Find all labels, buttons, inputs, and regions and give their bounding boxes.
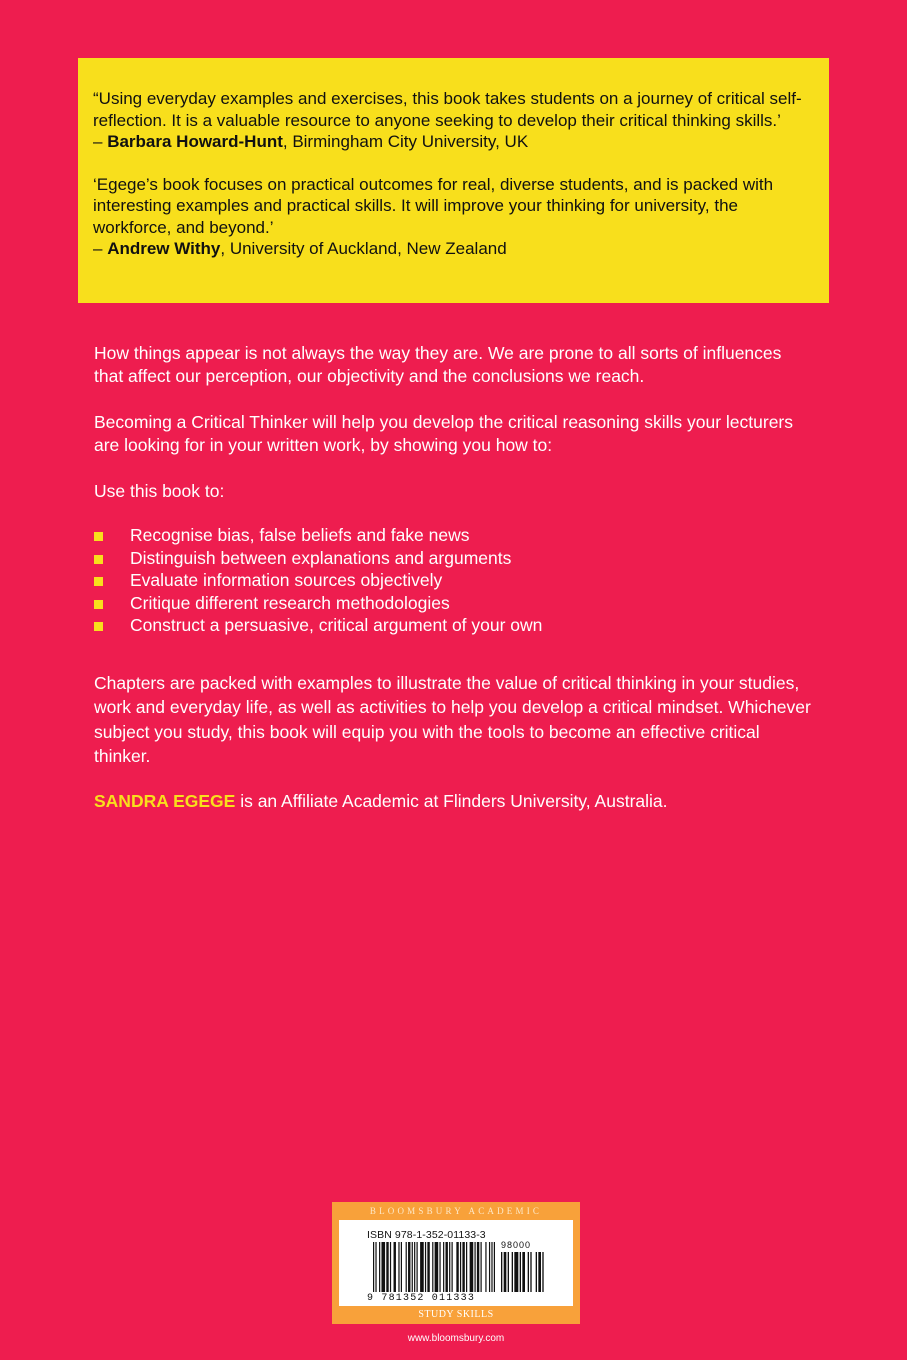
blurb xyxy=(94,342,814,813)
list-item xyxy=(94,592,814,615)
author-name: SANDRA EGEGE xyxy=(94,790,236,811)
endorsement-1-affiliation: , Birmingham City University, UK xyxy=(282,132,529,151)
bullet-square-icon xyxy=(94,577,103,586)
category-label: STUDY SKILLS xyxy=(418,1309,494,1320)
endorsement-2-attribution xyxy=(93,239,507,258)
endorsement-2-quote: ‘Egege’s book focuses on practical outcomes for real, diverse students, and is packed with interesting examples and practical skills. It will improve your thinking for university, the workforce, and beyond.’ xyxy=(93,174,774,237)
list-item-text: Construct a persuasive, critical argument of your own xyxy=(130,615,543,636)
bullet-square-icon xyxy=(94,622,103,631)
bullet-square-icon xyxy=(94,532,103,541)
skills-list xyxy=(94,524,814,637)
price-code: 98000 xyxy=(501,1240,532,1250)
author-bio xyxy=(94,790,814,813)
bullet-square-icon xyxy=(94,600,103,609)
endorsement-2-dash: – xyxy=(93,239,108,258)
barcode-panel xyxy=(332,1202,580,1324)
list-item-text: Distinguish between explanations and arguments xyxy=(130,547,512,568)
list-item-text: Recognise bias, false beliefs and fake news xyxy=(130,525,470,545)
barcode-area xyxy=(339,1220,573,1306)
bullet-square-icon xyxy=(94,555,103,564)
use-label: Use this book to: xyxy=(94,481,225,501)
endorsement-1-quote: “Using everyday examples and exercises, this book takes students on a journey of critical self-reflection. It is a valuable resource to anyone seeking to develop their critical thinking skills.’ xyxy=(93,89,802,130)
list-item xyxy=(94,569,814,592)
endorsement-1-dash: – xyxy=(93,132,108,151)
barcode-digits: 9 781352 011333 xyxy=(367,1293,476,1304)
endorsement-2 xyxy=(93,174,811,260)
publisher-name: BLOOMSBURY ACADEMIC xyxy=(369,1206,543,1216)
chapters-paragraph: Chapters are packed with examples to illustrate the value of critical thinking in your studies, work and everyday life, as well as activities to help you develop a critical mindset. Whichever subject you study, this book will equip you with the tools to become an effective critical thinker. xyxy=(94,672,811,767)
endorsement-1-name: Barbara Howard-Hunt xyxy=(107,132,283,151)
isbn-text: ISBN 978-1-352-01133-3 xyxy=(367,1229,486,1241)
list-item xyxy=(94,524,814,547)
author-bio-text: is an Affiliate Academic at Flinders University, Australia. xyxy=(235,790,668,811)
becoming-paragraph: Becoming a Critical Thinker will help you develop the critical reasoning skills your lecturers are looking for in your written work, by showing you how to: xyxy=(94,412,794,455)
endorsement-2-name: Andrew Withy xyxy=(107,239,221,258)
endorsement-2-affiliation: , University of Auckland, New Zealand xyxy=(220,239,507,258)
endorsements-box xyxy=(78,58,829,303)
list-item xyxy=(94,547,814,570)
ean-barcode-icon xyxy=(373,1242,495,1292)
publisher-website: www.bloomsbury.com xyxy=(407,1333,505,1344)
addon-barcode-icon xyxy=(501,1252,545,1292)
list-item-text: Evaluate information sources objectively xyxy=(130,570,443,591)
list-item-text: Critique different research methodologies xyxy=(130,592,450,613)
intro-paragraph: How things appear is not always the way they are. We are prone to all sorts of influences that affect our perception, our objectivity and the conclusions we reach. xyxy=(94,343,782,386)
list-item xyxy=(94,614,814,637)
endorsement-1-attribution xyxy=(93,132,528,151)
endorsement-1 xyxy=(93,88,811,153)
